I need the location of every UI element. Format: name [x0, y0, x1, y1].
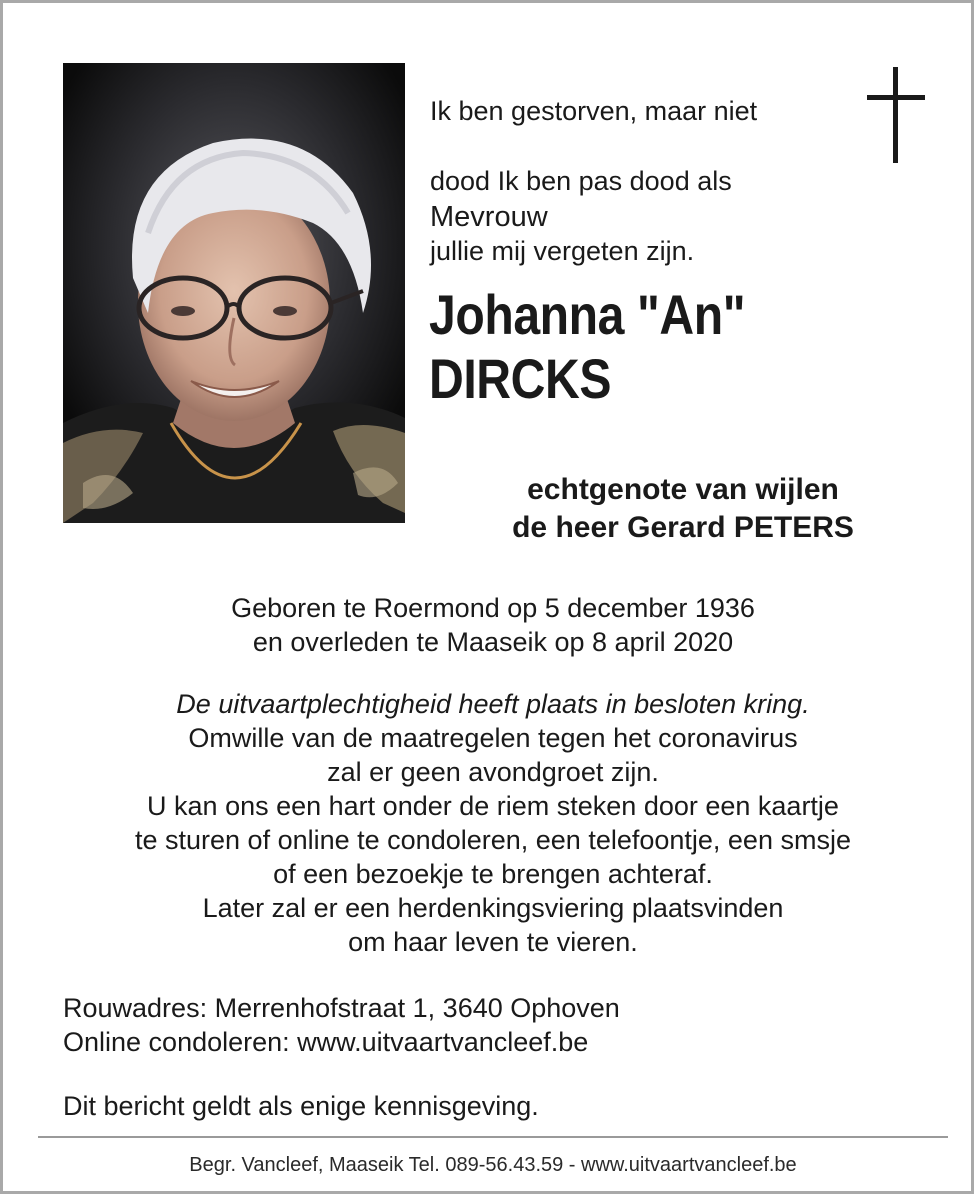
notice-text: Dit bericht geldt als enige kennisgeving. — [63, 1091, 539, 1121]
deceased-name — [429, 283, 745, 411]
online-condolence: Online condoleren: www.uitvaartvancleef.be — [63, 1027, 589, 1057]
ceremony-intro: De uitvaartplechtigheid heeft plaats in besloten kring. — [176, 689, 810, 719]
honorific: Mevrouw — [430, 201, 548, 233]
portrait-photo — [63, 63, 405, 523]
ceremony-line: Omwille van de maatregelen tegen het coronavirus — [188, 723, 798, 753]
ceremony-line: U kan ons een hart onder de riem steken door een kaartje — [147, 791, 839, 821]
ceremony-line: te sturen of online te condoleren, een telefoontje, een smsje — [135, 825, 851, 855]
ceremony-line: zal er geen avondgroet zijn. — [327, 757, 659, 787]
ceremony-info — [43, 687, 943, 959]
birth-line: Geboren te Roermond op 5 december 1936 — [231, 593, 755, 623]
life-dates — [43, 591, 943, 659]
first-name: Johanna "An" — [429, 283, 746, 346]
cross-icon — [867, 67, 925, 163]
quote-line: jullie mij vergeten zijn. — [430, 236, 695, 266]
mourning-address: Rouwadres: Merrenhofstraat 1, 3640 Ophoven — [63, 993, 620, 1023]
quote-line: Ik ben gestorven, maar niet — [430, 96, 758, 126]
memorial-quote — [430, 59, 850, 304]
ceremony-line: of een bezoekje te brengen achteraf. — [273, 859, 713, 889]
funeral-home-footer: Begr. Vancleef, Maaseik Tel. 089-56.43.59 - www.uitvaartvancleef.be — [189, 1154, 797, 1176]
spouse-line: de heer Gerard PETERS — [512, 511, 854, 544]
spouse-line: echtgenote van wijlen — [527, 473, 839, 506]
death-line: en overleden te Maaseik op 8 april 2020 — [252, 627, 734, 657]
footer-divider — [38, 1136, 948, 1138]
ceremony-line: om haar leven te vieren. — [348, 927, 638, 957]
ceremony-line: Later zal er een herdenkingsviering plaatsvinden — [202, 893, 784, 923]
last-name: DIRCKS — [429, 347, 612, 410]
contact-info — [63, 991, 923, 1059]
spouse-info — [433, 471, 933, 547]
portrait-illustration — [63, 63, 405, 523]
quote-line: dood Ik ben pas dood als — [430, 166, 732, 196]
